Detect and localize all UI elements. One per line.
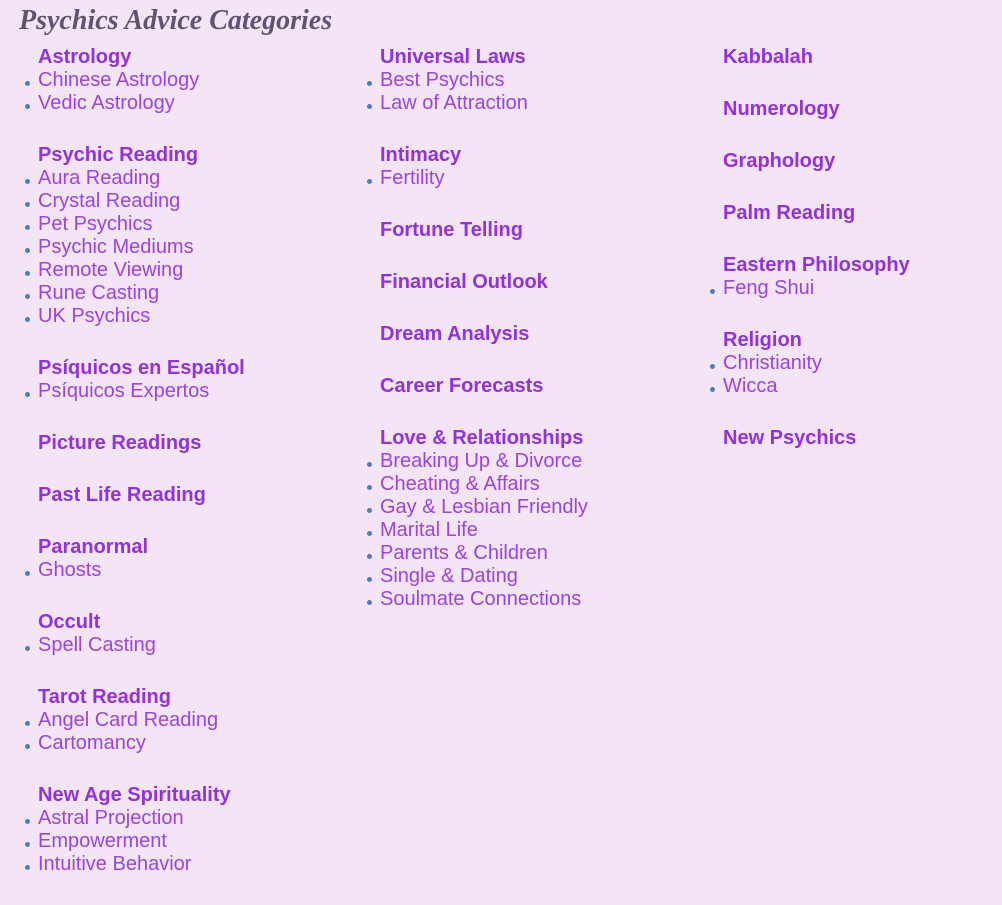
subcategory-item (723, 277, 1002, 300)
category-financial-outlook (380, 271, 710, 294)
category-heading-link[interactable]: Palm Reading (723, 202, 856, 224)
subcategory-link-vedic-astrology[interactable]: Vedic Astrology (38, 92, 175, 114)
subcategory-item (380, 542, 710, 565)
bullet-icon (367, 485, 372, 490)
category-new-age-spirituality (38, 784, 368, 876)
subcategory-link-parents-and-children[interactable]: Parents & Children (380, 542, 548, 564)
category-heading-link[interactable]: New Psychics (723, 427, 857, 449)
subcategory-item (38, 853, 368, 876)
subcategory-item (38, 380, 368, 403)
bullet-icon (25, 202, 30, 207)
subcategory-item (38, 213, 368, 236)
bullet-icon (710, 364, 715, 369)
bullet-icon (25, 721, 30, 726)
category-graphology (723, 150, 1002, 173)
bullet-icon (367, 508, 372, 513)
category-tarot-reading (38, 686, 368, 755)
subcategory-item (38, 732, 368, 755)
category-heading-link[interactable]: Religion (723, 329, 802, 351)
category-palm-reading (723, 202, 1002, 225)
category-new-psychics (723, 427, 1002, 450)
bullet-icon (25, 248, 30, 253)
subcategory-item (723, 352, 1002, 375)
bullet-icon (25, 104, 30, 109)
category-psiquicos-en-espanol (38, 357, 368, 403)
subcategory-link-uk-psychics[interactable]: UK Psychics (38, 305, 151, 327)
category-picture-readings (38, 432, 368, 455)
bullet-icon (25, 317, 30, 322)
bullet-icon (25, 225, 30, 230)
subcategory-item (38, 167, 368, 190)
category-heading-link[interactable]: Astrology (38, 46, 132, 68)
subcategory-link-feng-shui[interactable]: Feng Shui (723, 277, 815, 299)
category-occult (38, 611, 368, 657)
subcategory-item (380, 473, 710, 496)
subcategory-link-single-and-dating[interactable]: Single & Dating (380, 565, 518, 587)
category-heading-link[interactable]: Love & Relationships (380, 427, 584, 449)
subcategory-link-cheating-and-affairs[interactable]: Cheating & Affairs (380, 473, 540, 495)
subcategory-link-christianity[interactable]: Christianity (723, 352, 822, 374)
subcategory-link-soulmate-connections[interactable]: Soulmate Connections (380, 588, 582, 610)
bullet-icon (25, 271, 30, 276)
category-heading-link[interactable]: Financial Outlook (380, 271, 548, 293)
category-heading-link[interactable]: Past Life Reading (38, 484, 206, 506)
category-heading-link[interactable]: Dream Analysis (380, 323, 530, 345)
subcategory-item (38, 830, 368, 853)
subcategory-list (38, 807, 368, 876)
subcategory-link-aura-reading[interactable]: Aura Reading (38, 167, 161, 189)
bullet-icon (25, 294, 30, 299)
subcategory-item (38, 807, 368, 830)
bullet-icon (367, 600, 372, 605)
bullet-icon (367, 462, 372, 467)
subcategory-link-rune-casting[interactable]: Rune Casting (38, 282, 160, 304)
subcategory-link-angel-card-reading[interactable]: Angel Card Reading (38, 709, 219, 731)
bullet-icon (25, 744, 30, 749)
subcategory-link-breaking-up-and-divorce[interactable]: Breaking Up & Divorce (380, 450, 583, 472)
category-column-1 (38, 46, 368, 905)
subcategory-item (38, 259, 368, 282)
category-heading-link[interactable]: Kabbalah (723, 46, 814, 68)
subcategory-item (38, 634, 368, 657)
category-heading-link[interactable]: Psíquicos en Español (38, 357, 245, 379)
category-heading-link[interactable]: Tarot Reading (38, 686, 171, 708)
category-heading-link[interactable]: Graphology (723, 150, 836, 172)
subcategory-link-law-of-attraction[interactable]: Law of Attraction (380, 92, 528, 114)
subcategory-list (38, 634, 368, 657)
bullet-icon (367, 81, 372, 86)
category-heading-link[interactable]: Numerology (723, 98, 840, 120)
subcategory-link-wicca[interactable]: Wicca (723, 375, 778, 397)
category-column-3 (723, 46, 1002, 479)
subcategory-link-psiquicos-expertos[interactable]: Psíquicos Expertos (38, 380, 210, 402)
category-astrology (38, 46, 368, 115)
bullet-icon (367, 104, 372, 109)
subcategory-list (380, 167, 710, 190)
subcategory-item (380, 496, 710, 519)
subcategory-item (380, 519, 710, 542)
subcategory-item (38, 559, 368, 582)
category-heading-link[interactable]: Universal Laws (380, 46, 526, 68)
bullet-icon (367, 531, 372, 536)
subcategory-link-psychic-mediums[interactable]: Psychic Mediums (38, 236, 194, 258)
subcategory-list (38, 559, 368, 582)
subcategory-item (38, 69, 368, 92)
subcategory-list (723, 277, 1002, 300)
category-heading-link[interactable]: Fortune Telling (380, 219, 523, 241)
subcategory-link-empowerment[interactable]: Empowerment (38, 830, 167, 852)
subcategory-link-intuitive-behavior[interactable]: Intuitive Behavior (38, 853, 192, 875)
category-heading-link[interactable]: Eastern Philosophy (723, 254, 910, 276)
bullet-icon (25, 571, 30, 576)
subcategory-link-gay-and-lesbian-friendly[interactable]: Gay & Lesbian Friendly (380, 496, 588, 518)
subcategory-item (380, 565, 710, 588)
category-column-2 (380, 46, 710, 640)
subcategory-item (380, 588, 710, 611)
bullet-icon (367, 554, 372, 559)
category-numerology (723, 98, 1002, 121)
category-eastern-philosophy (723, 254, 1002, 300)
subcategory-list (38, 709, 368, 755)
subcategory-link-marital-life[interactable]: Marital Life (380, 519, 478, 541)
subcategory-item (380, 92, 710, 115)
subcategory-item (38, 305, 368, 328)
subcategory-list (38, 167, 368, 328)
bullet-icon (25, 81, 30, 86)
bullet-icon (25, 819, 30, 824)
subcategory-item (38, 282, 368, 305)
bullet-icon (25, 392, 30, 397)
subcategory-item (380, 167, 710, 190)
bullet-icon (25, 179, 30, 184)
category-universal-laws (380, 46, 710, 115)
subcategory-link-crystal-reading[interactable]: Crystal Reading (38, 190, 181, 212)
category-career-forecasts (380, 375, 710, 398)
subcategory-link-spell-casting[interactable]: Spell Casting (38, 634, 156, 656)
category-past-life-reading (38, 484, 368, 507)
subcategory-item (723, 375, 1002, 398)
subcategory-item (38, 236, 368, 259)
subcategory-list (380, 450, 710, 611)
subcategory-link-cartomancy[interactable]: Cartomancy (38, 732, 146, 754)
bullet-icon (367, 577, 372, 582)
bullet-icon (710, 289, 715, 294)
subcategory-link-chinese-astrology[interactable]: Chinese Astrology (38, 69, 200, 91)
subcategory-link-pet-psychics[interactable]: Pet Psychics (38, 213, 153, 235)
subcategory-link-astral-projection[interactable]: Astral Projection (38, 807, 184, 829)
category-heading-link[interactable]: Career Forecasts (380, 375, 544, 397)
category-heading-link[interactable]: Paranormal (38, 536, 149, 558)
subcategory-item (38, 92, 368, 115)
category-love-and-relationships (380, 427, 710, 611)
category-intimacy (380, 144, 710, 190)
bullet-icon (25, 842, 30, 847)
subcategory-link-remote-viewing[interactable]: Remote Viewing (38, 259, 184, 281)
bullet-icon (710, 387, 715, 392)
subcategory-list (38, 380, 368, 403)
bullet-icon (367, 179, 372, 184)
subcategory-item (380, 450, 710, 473)
page-title: Psychics Advice Categories (19, 5, 333, 36)
subcategory-list (723, 352, 1002, 398)
category-heading-link[interactable]: Intimacy (380, 144, 462, 166)
subcategory-item (38, 190, 368, 213)
category-dream-analysis (380, 323, 710, 346)
subcategory-item (38, 709, 368, 732)
category-religion (723, 329, 1002, 398)
category-paranormal (38, 536, 368, 582)
bullet-icon (25, 646, 30, 651)
bullet-icon (25, 865, 30, 870)
category-heading-link[interactable]: Occult (38, 611, 101, 633)
subcategory-item (380, 69, 710, 92)
category-kabbalah (723, 46, 1002, 69)
subcategory-link-ghosts[interactable]: Ghosts (38, 559, 102, 581)
subcategory-link-fertility[interactable]: Fertility (380, 167, 445, 189)
category-heading-link[interactable]: Picture Readings (38, 432, 202, 454)
category-fortune-telling (380, 219, 710, 242)
category-heading-link[interactable]: Psychic Reading (38, 144, 199, 166)
subcategory-link-best-psychics[interactable]: Best Psychics (380, 69, 505, 91)
category-heading-link[interactable]: New Age Spirituality (38, 784, 231, 806)
subcategory-list (38, 69, 368, 115)
subcategory-list (380, 69, 710, 115)
category-psychic-reading (38, 144, 368, 328)
